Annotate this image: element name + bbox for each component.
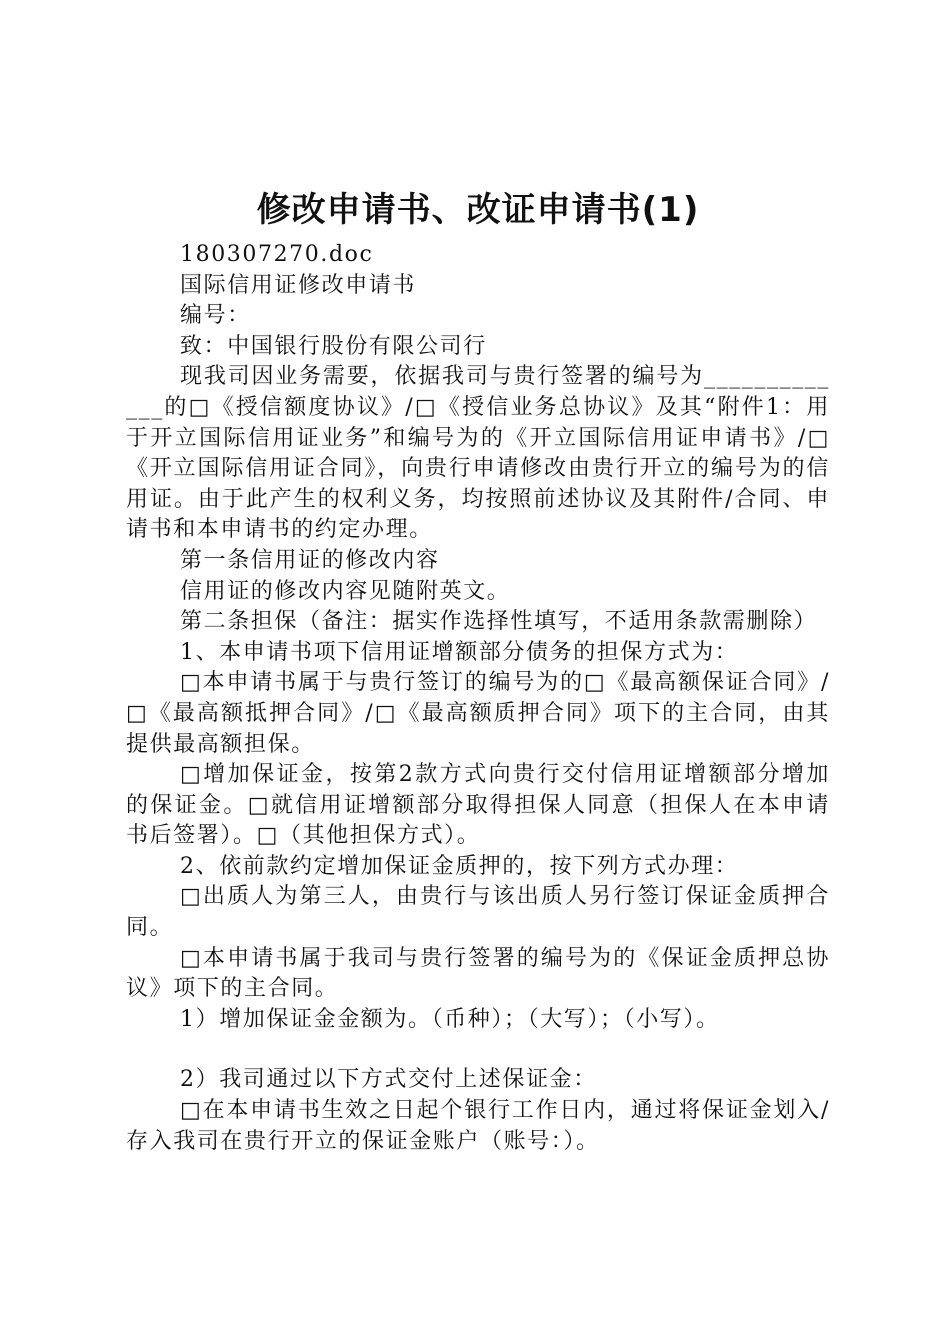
clause-1-option-a: □本申请书属于与贵行签订的编号为的□《最高额保证合同》/□《最高额抵押合同》/□《最高额质押合同》项下的主合同，由其提供最高额担保。 (126, 670, 830, 757)
file-name: 180307270.doc (180, 242, 374, 267)
intro-paragraph: 现我司因业务需要，依据我司与贵行签署的编号为_____________的□《授信额度协议》/□《授信业务总协议》及其“附件1：用于开立国际信用证业务”和编号为的《开立国际信用证申请书》/□《开立国际信用证合同》，向贵行申请修改由贵行开立的编号为的信用证。由于此产生的权利义务，均按照前述协议及其附件/合同、申请书和本申请书的约定办理。 (126, 364, 830, 543)
article-1-heading: 第一条信用证的修改内容 (180, 547, 440, 573)
document-title: 修改申请书、改证申请书(1) (256, 190, 700, 230)
form-number: 编号： (180, 303, 251, 329)
deposit-method-option: □在本申请书生效之日起个银行工作日内，通过将保证金划入/存入我司在贵行开立的保证金账户（账号：）。 (126, 1098, 830, 1154)
addressee: 致：中国银行股份有限公司行 (180, 333, 487, 359)
deposit-amount: 1）增加保证金金额为。（币种）；（大写）；（小写）。 (180, 1006, 720, 1032)
blank-line (126, 1035, 830, 1065)
clause-2-heading: 2、依前款约定增加保证金质押的，按下列方式办理： (180, 853, 739, 879)
clause-1-option-b: □增加保证金，按第2款方式向贵行交付信用证增额部分增加的保证金。□就信用证增额部分取得担保人同意（担保人在本申请书后签署）。□（其他担保方式）。 (126, 762, 830, 849)
deposit-method-heading: 2）我司通过以下方式交付上述保证金： (180, 1067, 597, 1093)
article-1-body: 信用证的修改内容见随附英文。 (180, 578, 511, 604)
clause-2-option-b: □本申请书属于我司与贵行签署的编号为的《保证金质押总协议》项下的主合同。 (126, 945, 830, 1002)
clause-1-heading: 1、本申请书项下信用证增额部分债务的担保方式为： (180, 639, 739, 665)
article-2-heading: 第二条担保（备注：据实作选择性填写，不适用条款需删除） (180, 609, 818, 635)
form-title: 国际信用证修改申请书 (180, 272, 417, 298)
clause-2-option-a: □出质人为第三人，由贵行与该出质人另行签订保证金质押合同。 (126, 884, 830, 941)
